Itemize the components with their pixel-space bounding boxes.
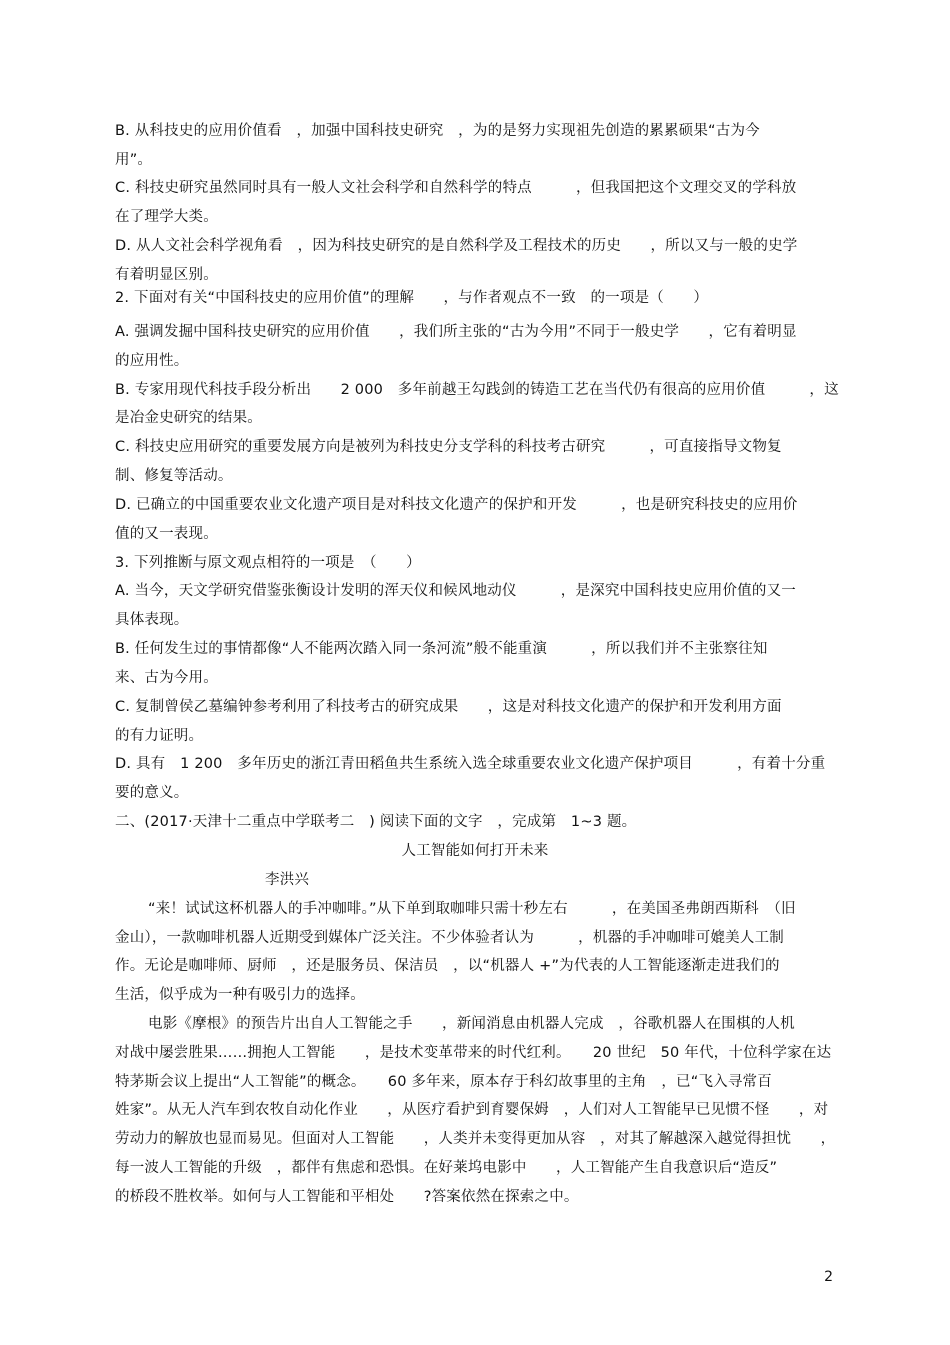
paragraph-1-line2: 金山），一款咖啡机器人近期受到媒体广泛关注。不少体验者认为 ，机器的手冲咖啡可媲美人工制	[115, 930, 784, 946]
option-b-q1-line1: B. 从科技史的应用价值看 ，加强中国科技史研究 ，为的是努力实现祖先创造的累累硕果“古为今	[115, 123, 760, 139]
option-a-q2-line1: A. 强调发掘中国科技史研究的应用价值 ，我们所主张的“古为今用”不同于一般史学 ，它有着明显	[115, 324, 797, 340]
paragraph-2-line2: 对战中屡尝胜果……拥抱人工智能 ，是技术变革带来的时代红利。 20 世纪 50 年代，十位科学家在达	[115, 1045, 832, 1061]
option-a-q2-line2: 的应用性。	[115, 353, 189, 369]
paragraph-2-line5: 劳动力的解放也显而易见。但面对人工智能 ，人类并未变得更加从容 ，对其了解越深入越觉得担忧 ，	[115, 1131, 836, 1147]
option-d-q2-line2: 值的又一表现。	[115, 526, 218, 542]
paragraph-2-line6: 每一波人工智能的升级 ，都伴有焦虑和恐惧。在好莱坞电影中 ，人工智能产生自我意识后“造反”	[115, 1160, 778, 1176]
option-d-q3-line1: D. 具有 1 200 多年历史的浙江青田稻鱼共生系统入选全球重要农业文化遗产保护项目 ，有着十分重	[115, 756, 826, 772]
option-c-q3-line2: 的有力证明。	[115, 728, 204, 744]
paragraph-2-line1: 电影《摩根》的预告片出自人工智能之手 ，新闻消息由机器人完成 ，谷歌机器人在围棋的人机	[148, 1016, 795, 1032]
option-c-q1-line2: 在了理学大类。	[115, 209, 218, 225]
option-d-q1-line1: D. 从人文社会科学视角看 ，因为科技史研究的是自然科学及工程技术的历史 ，所以又与一般的史学	[115, 238, 798, 254]
paragraph-1-line4: 生活，似乎成为一种有吸引力的选择。	[115, 987, 365, 1003]
article-title: 人工智能如何打开未来	[401, 843, 549, 859]
option-c-q2-line1: C. 科技史应用研究的重要发展方向是被列为科技史分支学科的科技考古研究 ，可直接指导文物复	[115, 439, 782, 455]
article-author: 李洪兴	[265, 872, 310, 888]
question-2: 2. 下面对有关“中国科技史的应用价值”的理解 ，与作者观点不一致 的一项是（ ）	[115, 290, 709, 306]
paragraph-2-line4: 姓家”。从无人汽车到农牧自动化作业 ，从医疗看护到育婴保姆 ，人们对人工智能早已见惯不怪 ，对	[115, 1102, 829, 1118]
option-d-q2-line1: D. 已确立的中国重要农业文化遗产项目是对科技文化遗产的保护和开发 ，也是研究科技史的应用价	[115, 497, 798, 513]
paragraph-1-line3: 作。无论是咖啡师、厨师 ，还是服务员、保洁员 ，以“机器人 +”为代表的人工智能逐渐走进我们的	[115, 958, 780, 974]
option-b-q1-line2: 用”。	[115, 152, 153, 168]
page-number: 2	[824, 1269, 833, 1285]
option-b-q2-line1: B. 专家用现代科技手段分析出 2 000 多年前越王勾践剑的铸造工艺在当代仍有很高的应用价值 ，这	[115, 382, 839, 398]
option-b-q2-line2: 是冶金史研究的结果。	[115, 410, 262, 426]
option-a-q3-line1: A. 当今，天文学研究借鉴张衡设计发明的浑天仪和候风地动仪 ，是深究中国科技史应用价值的又一	[115, 583, 796, 599]
option-c-q2-line2: 制、修复等活动。	[115, 468, 233, 484]
option-b-q3-line1: B. 任何发生过的事情都像“人不能两次踏入同一条河流”般不能重演 ，所以我们并不主张察往知	[115, 641, 768, 657]
option-c-q3-line1: C. 复制曾侯乙墓编钟参考利用了科技考古的研究成果 ，这是对科技文化遗产的保护和开发利用方面	[115, 699, 782, 715]
option-a-q3-line2: 具体表现。	[115, 612, 189, 628]
option-d-q1-line2: 有着明显区别。	[115, 267, 218, 283]
question-3: 3. 下列推断与原文观点相符的一项是 （ ）	[115, 555, 421, 571]
paragraph-1-line1: “来！试试这杯机器人的手冲咖啡。”从下单到取咖啡只需十秒左右 ，在美国圣弗朗西斯科 （旧	[148, 901, 796, 917]
section-two-heading: 二、(2017·天津十二重点中学联考二 ) 阅读下面的文字 ，完成第 1~3 题。	[115, 814, 637, 830]
paragraph-2-line3: 特茅斯会议上提出“人工智能”的概念。 60 多年来，原本存于科幻故事里的主角 ，已“飞入寻常百	[115, 1074, 772, 1090]
option-c-q1-line1: C. 科技史研究虽然同时具有一般人文社会科学和自然科学的特点 ，但我国把这个文理交叉的学科放	[115, 180, 797, 196]
option-b-q3-line2: 来、古为今用。	[115, 670, 218, 686]
option-d-q3-line2: 要的意义。	[115, 785, 189, 801]
paragraph-2-line7: 的桥段不胜枚举。如何与人工智能和平相处 ?答案依然在探索之中。	[115, 1189, 579, 1205]
